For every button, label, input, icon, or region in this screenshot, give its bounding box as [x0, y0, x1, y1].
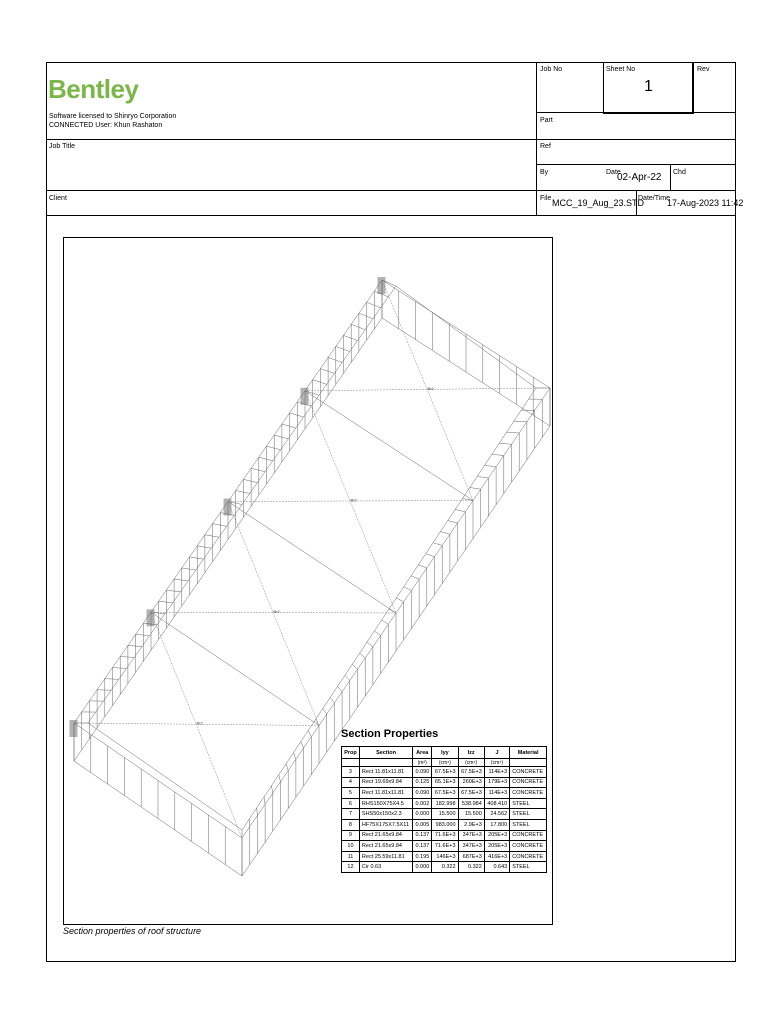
table-cell: 8 [342, 819, 360, 830]
table-cell: 5 [342, 788, 360, 799]
table-cell: 0.137 [413, 841, 432, 852]
job-title-label: Job Title [49, 143, 76, 150]
bentley-logo: Bentley [48, 74, 139, 104]
column-unit: (cm⁴) [458, 759, 484, 767]
section-properties-title: Section Properties [341, 728, 439, 740]
column-unit: (cm⁴) [484, 759, 509, 767]
table-cell: 67.5E+3 [458, 767, 484, 778]
table-cell: 983.000 [432, 819, 458, 830]
table-cell: 0.137 [413, 830, 432, 841]
column-unit: (cm⁴) [432, 759, 458, 767]
table-cell: RHS150X75X4.5 [359, 798, 412, 809]
table-cell: 347E+3 [458, 830, 484, 841]
file-label: File [540, 195, 552, 202]
table-cell: 15.500 [432, 809, 458, 820]
table-row [342, 819, 547, 830]
datetime-label: Date/Time [638, 195, 671, 202]
figure-caption: Section properties of roof structure [63, 926, 202, 936]
column-header: Prop [342, 747, 360, 759]
table-cell: 182.998 [432, 798, 458, 809]
table-cell: 0.002 [413, 798, 432, 809]
table-units-row [342, 759, 547, 767]
header-divider [46, 215, 736, 216]
header-divider [670, 164, 671, 190]
license-text: Software licensed to Shinryo Corporation [49, 113, 177, 120]
table-cell: Rect 21.65x9.84 [359, 841, 412, 852]
chd-label: Chd [673, 169, 686, 176]
table-cell: 10 [342, 841, 360, 852]
table-cell: 7 [342, 809, 360, 820]
member-label: Br2 [196, 720, 203, 726]
date-label: Date [606, 169, 621, 176]
table-cell: 17.800 [484, 819, 509, 830]
table-cell: 15.500 [458, 809, 484, 820]
table-cell: 0.090 [413, 767, 432, 778]
table-cell: 260E+3 [458, 777, 484, 788]
table-cell: 146E+3 [432, 851, 458, 862]
table-row [342, 862, 547, 873]
table-cell: 65.1E+3 [432, 777, 458, 788]
table-cell: 179E+3 [484, 777, 509, 788]
member-label: Br2 [273, 609, 280, 615]
table-cell: CONCRETE [510, 851, 547, 862]
header-divider [536, 139, 736, 140]
table-cell: 687E+3 [458, 851, 484, 862]
column-header: Iyy [432, 747, 458, 759]
table-cell: 205E+3 [484, 830, 509, 841]
table-cell: 0.322 [458, 862, 484, 873]
table-cell: CONCRETE [510, 830, 547, 841]
table-cell: 0.090 [413, 788, 432, 799]
table-row [342, 841, 547, 852]
table-cell: Cir 0.63 [359, 862, 412, 873]
header-divider [536, 164, 736, 165]
table-row [342, 777, 547, 788]
datetime-value: 17-Aug-2023 11:42 [667, 198, 744, 208]
table-cell: 0.322 [432, 862, 458, 873]
table-cell: STEEL [510, 862, 547, 873]
column-header: Izz [458, 747, 484, 759]
table-cell: 205E+3 [484, 841, 509, 852]
rev-label: Rev [697, 66, 710, 73]
table-cell: 67.5E+3 [458, 788, 484, 799]
sheet-no-value: 1 [644, 78, 653, 95]
table-cell: 114E+3 [484, 767, 509, 778]
table-row [342, 767, 547, 778]
column-unit: (m²) [413, 759, 432, 767]
table-row [342, 851, 547, 862]
table-cell: 11 [342, 851, 360, 862]
table-cell: CONCRETE [510, 767, 547, 778]
table-header-row [342, 747, 547, 759]
column-header: Section [359, 747, 412, 759]
table-cell: 0.643 [484, 862, 509, 873]
table-cell: 12 [342, 862, 360, 873]
table-cell: Rect 11.81x11.81 [359, 767, 412, 778]
table-cell: Rect 19.69x9.84 [359, 777, 412, 788]
column-header: Material [510, 747, 547, 759]
table-cell: CONCRETE [510, 788, 547, 799]
table-cell: 0.005 [413, 819, 432, 830]
table-cell: 0.000 [413, 809, 432, 820]
table-cell: 67.5E+3 [432, 788, 458, 799]
table-cell: 0.000 [413, 862, 432, 873]
by-label: By [540, 169, 549, 176]
table-cell: 9 [342, 830, 360, 841]
date-value: 02-Apr-22 [617, 172, 662, 183]
table-cell: 24.562 [484, 809, 509, 820]
header-divider [536, 62, 537, 215]
table-cell: 71.6E+3 [432, 841, 458, 852]
ref-label: Ref [540, 143, 551, 150]
table-cell: Rect 21.65x9.84 [359, 830, 412, 841]
table-cell: 0.125 [413, 777, 432, 788]
table-cell: 408.410 [484, 798, 509, 809]
table-cell: CONCRETE [510, 777, 547, 788]
table-cell: STEEL [510, 809, 547, 820]
column-unit [359, 759, 412, 767]
table-cell: Rect 11.81x11.81 [359, 788, 412, 799]
column-header: Area [413, 747, 432, 759]
table-cell: CONCRETE [510, 841, 547, 852]
table-cell: HF75X175X7.5X11 [359, 819, 412, 830]
table-cell: 6 [342, 798, 360, 809]
member-labels [197, 386, 435, 726]
table-row [342, 830, 547, 841]
section-properties-table [341, 746, 547, 873]
table-cell: 114E+3 [484, 788, 509, 799]
connected-user-text: CONNECTED User: Khun Rashaton [49, 122, 163, 129]
sheet-no-label: Sheet No [606, 66, 636, 73]
file-value: MCC_19_Aug_23.STD [552, 198, 645, 208]
table-row [342, 809, 547, 820]
table-cell: 67.5E+3 [432, 767, 458, 778]
table-row [342, 798, 547, 809]
table-cell: 3 [342, 767, 360, 778]
table-cell: 2.9E+3 [458, 819, 484, 830]
table-cell: 538.984 [458, 798, 484, 809]
table-cell: STEEL [510, 819, 547, 830]
part-label: Part [540, 117, 553, 124]
table-cell: 4 [342, 777, 360, 788]
table-cell: SHS50x150x2.3 [359, 809, 412, 820]
column-unit [510, 759, 547, 767]
header-divider [46, 190, 736, 191]
table-row [342, 788, 547, 799]
table-cell: 347E+3 [458, 841, 484, 852]
column-unit [342, 759, 360, 767]
member-label: Br2 [350, 497, 357, 503]
table-cell: 0.195 [413, 851, 432, 862]
client-label: Client [49, 195, 67, 202]
table-cell: Rect 25.59x11.81 [359, 851, 412, 862]
table-cell: 416E+3 [484, 851, 509, 862]
member-label: Br2 [427, 385, 434, 391]
table-cell: STEEL [510, 798, 547, 809]
table-cell: 71.6E+3 [432, 830, 458, 841]
job-no-label: Job No [540, 66, 563, 73]
column-header: J [484, 747, 509, 759]
